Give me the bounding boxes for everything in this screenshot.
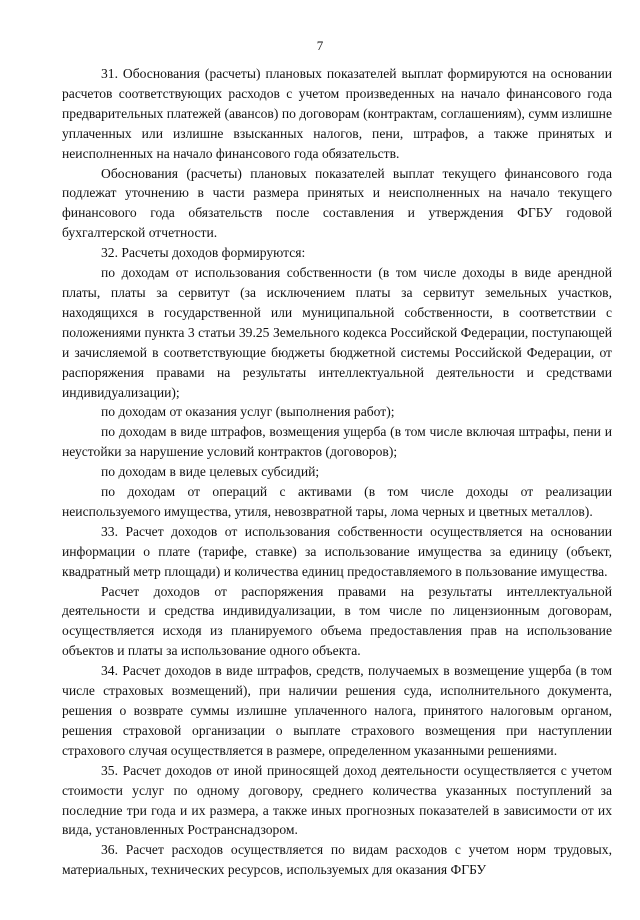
paragraph-33-continued: Расчет доходов от распоряжения правами на результаты интеллектуальной деятельности и средства индивидуализации, в том числе по лицензионным договорам, осуществляется исходя из планируемого объема предоставления прав на использование объектов и платы за использование одного объекта. xyxy=(62,583,612,659)
page-number: 7 xyxy=(316,38,324,53)
paragraph-32-item-assets: по доходам от операций с активами (в том числе доходы от реализации неиспользуемого имущества, утиля, невозвратной тары, лома черных и цветных металлов). xyxy=(62,484,612,519)
paragraph-31: 31. Обоснования (расчеты) плановых показателей выплат формируются на основании расчетов соответствующих расходов с учетом произведенных на начало финансового года предварительных платежей (авансов) по договорам (контрактам, соглашениям), сумм излишне уплаченных или излишне взысканных налогов, пени, штрафов, а также принятых и неисполненных на начало финансового года обязательств. xyxy=(62,66,612,161)
paragraph-32-item-fines: по доходам в виде штрафов, возмещения ущерба (в том числе включая штрафы, пени и неустойки за нарушение условий контрактов (договоров); xyxy=(62,424,612,460)
document-body xyxy=(62,64,612,880)
paragraph-35: 35. Расчет доходов от иной приносящей доход деятельности осуществляется с учетом стоимости услуг по одному договору, среднего количества указанных поступлений за последние три года и их размера, а также иных прогнозных показателей в зависимости от их вида, установленных Ространснадзором. xyxy=(62,762,612,838)
paragraph-34: 34. Расчет доходов в виде штрафов, средств, получаемых в возмещение ущерба (в том числе страховых возмещений), при наличии решения суда, исполнительного документа, решения о возврате суммы излишне уплаченного налога, принятого налоговым органом, решения страховой организации о выплате страхового возмещения при наступлении страхового случая осуществляется в размере, определенном указанными решениями. xyxy=(62,663,612,758)
paragraph-32: 32. Расчеты доходов формируются: xyxy=(101,245,306,261)
paragraph-31-continued: Обоснования (расчеты) плановых показателей выплат текущего финансового года подлежат уточнению в части размера принятых и неисполненных на начало текущего финансового года обязательств после составления и утверждения ФГБУ годовой бухгалтерской отчетности. xyxy=(62,165,612,241)
paragraph-33: 33. Расчет доходов от использования собственности осуществляется на основании информации о плате (тарифе, ставке) за использование имущества за единицу (объект, квадратный метр площади) и количества единиц предоставляемого в пользование имущества. xyxy=(62,523,612,579)
paragraph-36: 36. Расчет расходов осуществляется по видам расходов с учетом норм трудовых, материальных, технических ресурсов, используемых для оказания ФГБУ xyxy=(62,842,612,878)
paragraph-32-item-services: по доходам от оказания услуг (выполнения работ); xyxy=(101,404,395,420)
paragraph-32-item-subsidies: по доходам в виде целевых субсидий; xyxy=(101,464,320,480)
paragraph-32-item-property: по доходам от использования собственности (в том числе доходы в виде арендной платы, платы за сервитут (за исключением платы за сервитут земельных участков, находящихся в государственной или муниципальной собственности, в соответствии с положениями пункта 3 статьи 39.25 Земельного кодекса Российской Федерации, поступающей и зачисляемой в соответствующие бюджеты бюджетной системы Российской Федерации, от распоряжения правами на результаты интеллектуальной деятельности и средствами индивидуализации); xyxy=(62,265,612,400)
